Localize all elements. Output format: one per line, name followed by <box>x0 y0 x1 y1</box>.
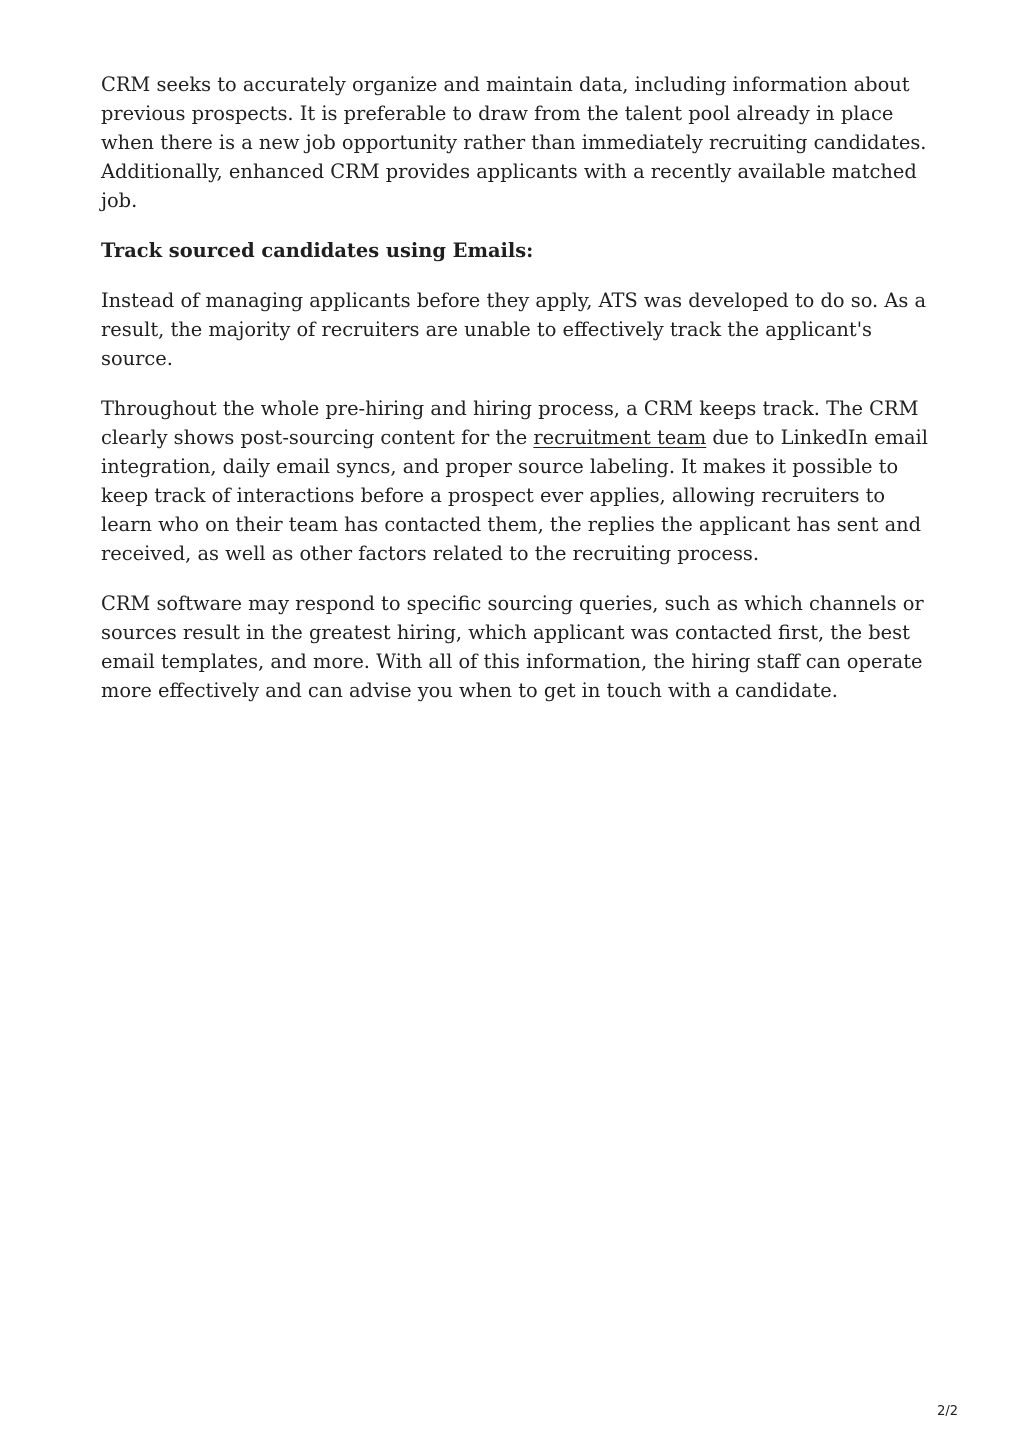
section-heading: Track sourced candidates using Emails: <box>101 239 534 262</box>
recruitment-team-link[interactable]: recruitment team <box>533 426 707 449</box>
paragraph-crm-tracking <box>101 394 931 568</box>
document-body <box>101 70 931 726</box>
paragraph-ats: Instead of managing applicants before they apply, ATS was developed to do so. As a result, the majority of recruiters are unable to effectively track the applicant's source. <box>101 289 927 370</box>
paragraph-text-start: Throughout the whole pre-hiring and hiring process, a CRM keeps track. The CRM clearly shows post-sourcing content for the <box>101 397 919 449</box>
paragraph-crm-software: CRM software may respond to specific sourcing queries, such as which channels or sources result in the greatest hiring, which applicant was contacted first, the best email templates, and more. With all of this information, the hiring staff can operate more effectively and can advise you when to get in touch with a candidate. <box>101 592 924 702</box>
paragraph-text-end: due to LinkedIn email integration, daily email syncs, and proper source labeling. It makes it possible to keep track of interactions before a prospect ever applies, allowing recruiters to learn who on their team has contacted them, the replies the applicant has sent and received, as well as other factors related to the recruiting process. <box>101 426 928 565</box>
paragraph-crm-data: CRM seeks to accurately organize and maintain data, including information about previous prospects. It is preferable to draw from the talent pool already in place when there is a new job opportunity rather than immediately recruiting candidates. Additionally, enhanced CRM provides applicants with a recently available matched job. <box>101 73 927 212</box>
page-number: 2/2 <box>937 1404 958 1419</box>
